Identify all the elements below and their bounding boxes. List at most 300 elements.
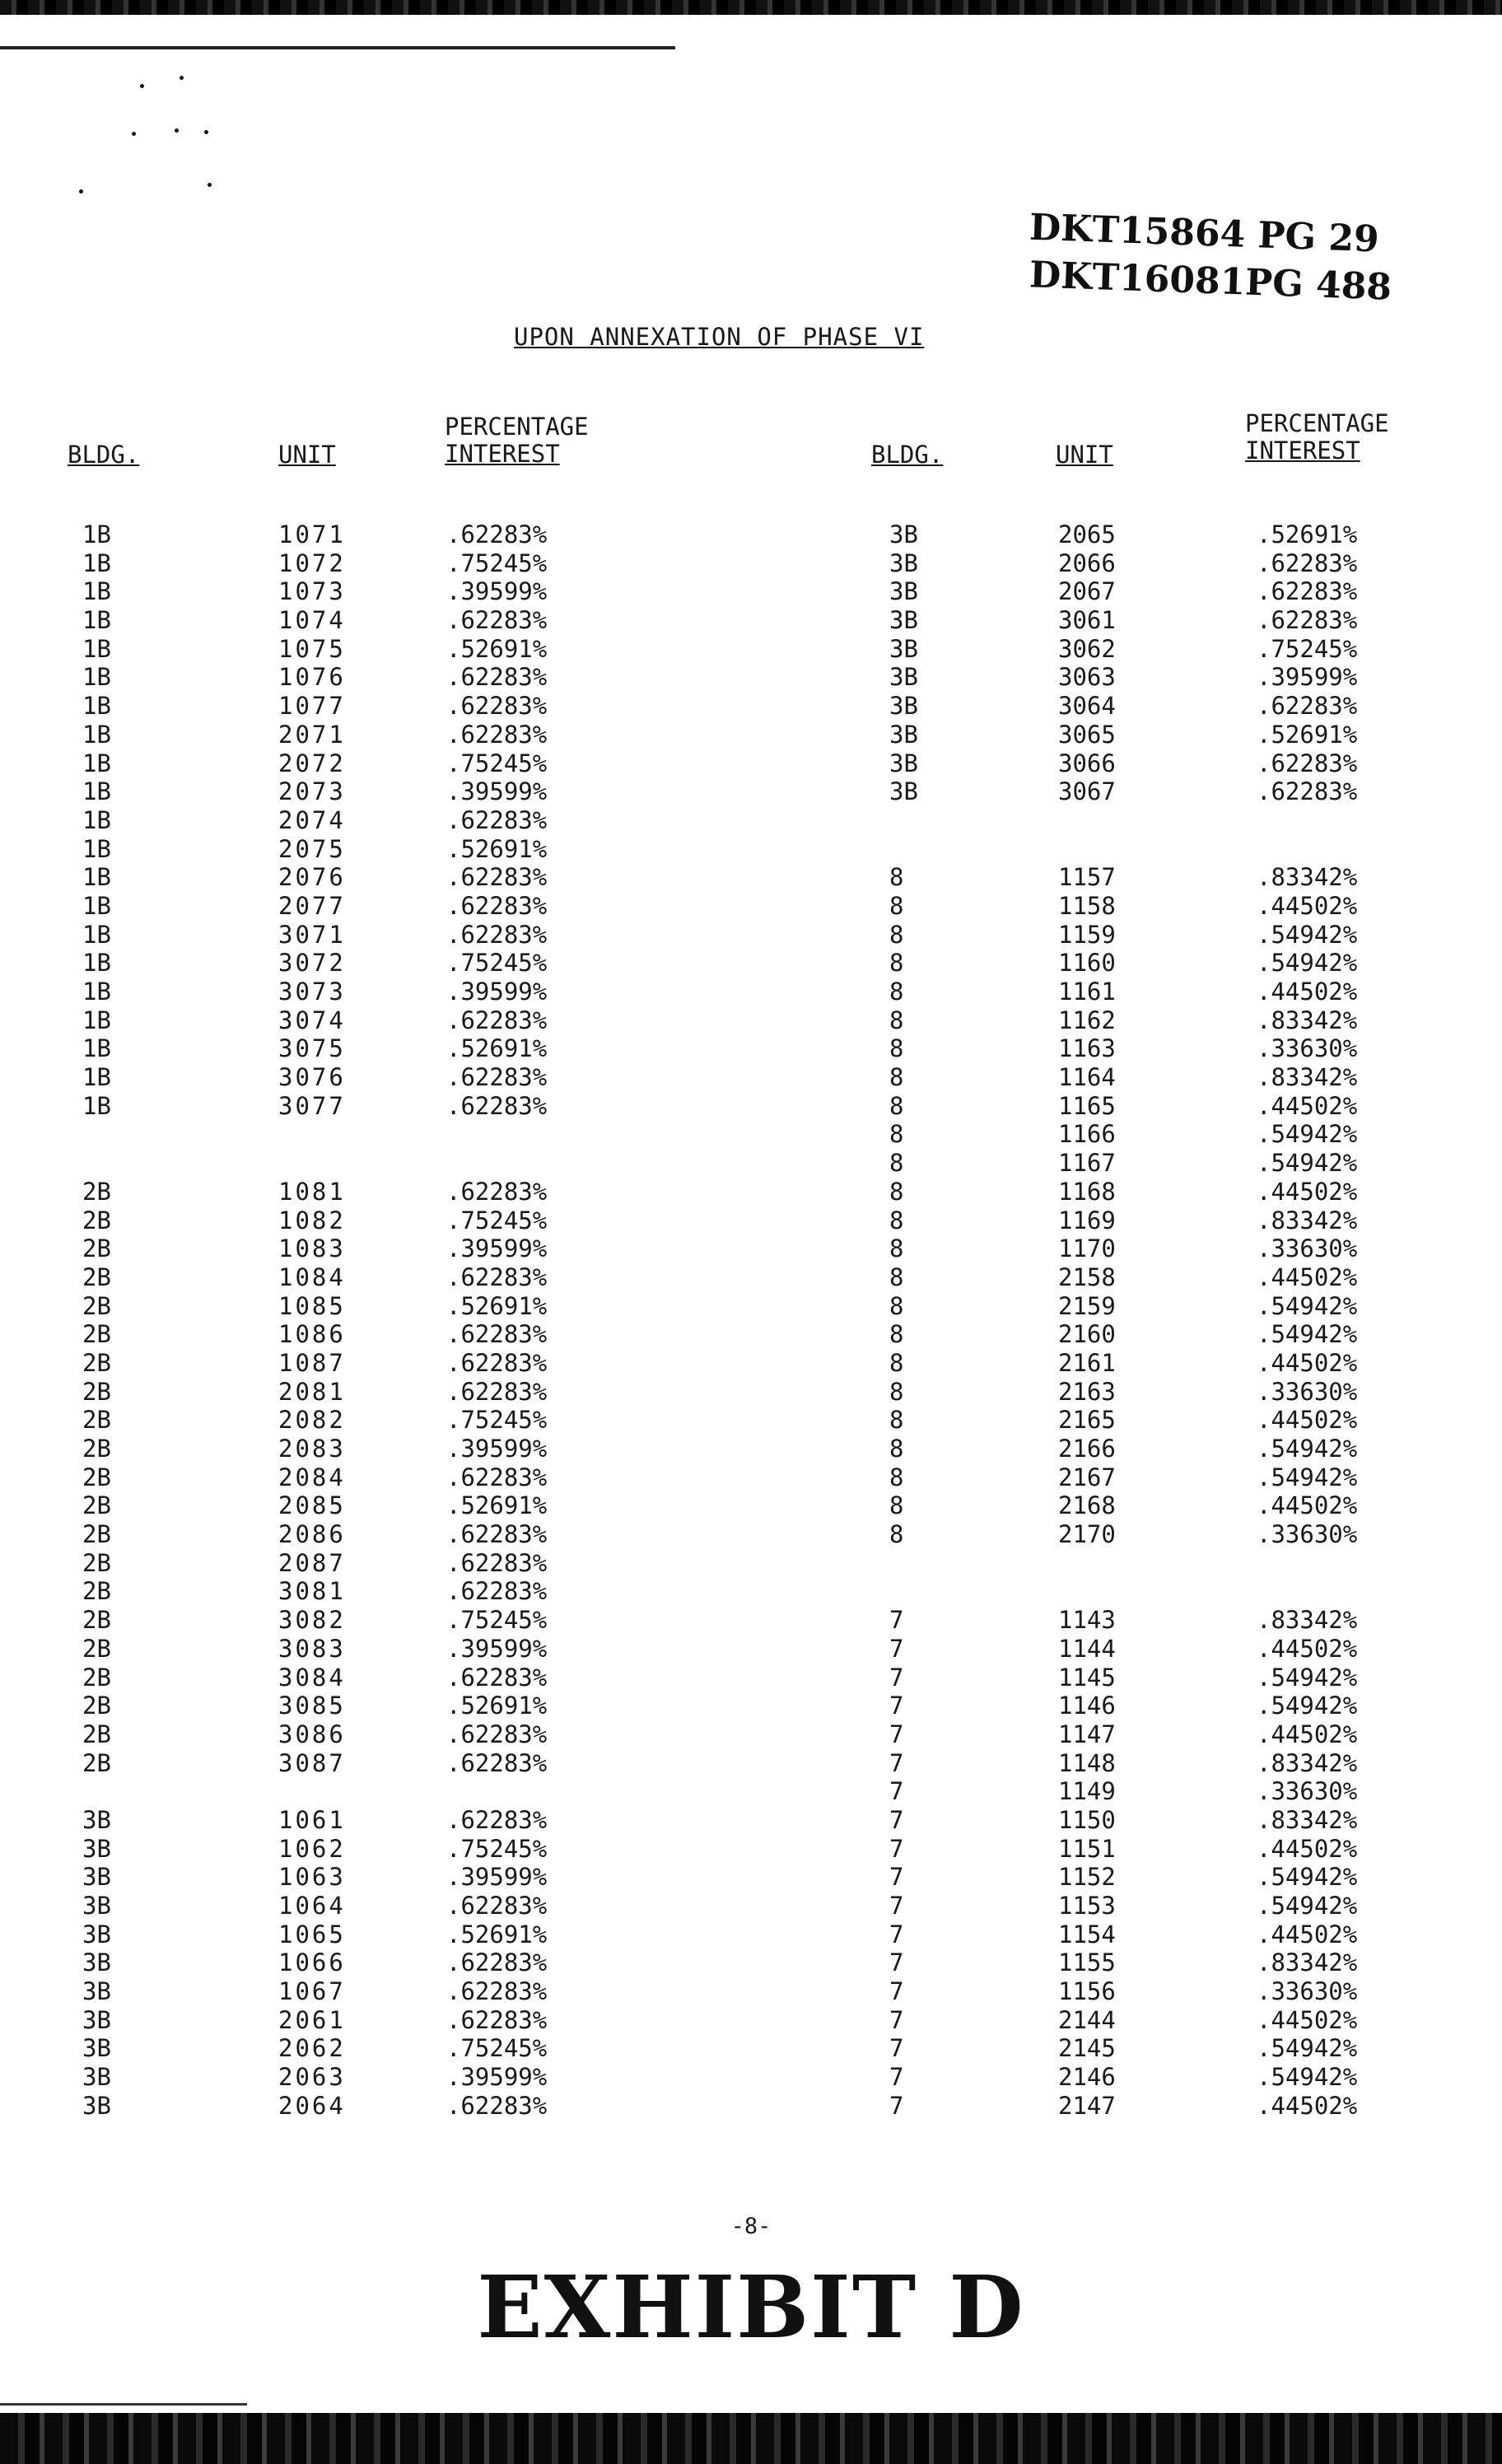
left-percentage-cell: .62283%	[446, 1377, 548, 1406]
right-percentage-cell: .33630%	[1257, 1520, 1358, 1549]
right-bldg-cell: 8	[889, 1206, 904, 1234]
left-percentage-cell: .75245%	[446, 2034, 548, 2063]
left-percentage-cell: .62283%	[446, 863, 548, 892]
table-row	[0, 2034, 1502, 2063]
left-unit-cell: 1063	[278, 1863, 346, 1892]
left-unit-cell: 2061	[278, 2005, 346, 2034]
right-unit-cell: 2160	[1058, 1320, 1116, 1349]
left-bldg-cell: 1B	[82, 1091, 111, 1120]
left-percentage-cell: .62283%	[446, 1091, 548, 1120]
left-bldg-cell: 2B	[82, 1406, 111, 1435]
left-bldg-cell: 2B	[82, 1377, 111, 1406]
left-bldg-cell: 2B	[82, 1720, 111, 1748]
right-unit-cell: 3067	[1058, 777, 1116, 806]
right-unit-cell: 1167	[1058, 1149, 1116, 1178]
table-row	[0, 1292, 1502, 1321]
left-unit-cell: 3077	[278, 1091, 346, 1120]
right-percentage-cell: .44502%	[1257, 1920, 1358, 1948]
right-bldg-cell: 8	[889, 1491, 904, 1520]
header-right-percentage-line1: PERCENTAGE	[1245, 409, 1389, 437]
left-bldg-cell: 3B	[82, 1834, 111, 1863]
left-unit-cell: 2064	[278, 2091, 346, 2120]
table-row	[0, 1520, 1502, 1549]
table-row	[0, 549, 1502, 578]
right-bldg-cell: 3B	[889, 577, 918, 606]
right-bldg-cell: 3B	[889, 663, 918, 692]
left-percentage-cell: .75245%	[446, 949, 548, 978]
left-unit-cell: 3086	[278, 1720, 346, 1748]
table-row	[0, 2006, 1502, 2035]
right-percentage-cell: .54942%	[1257, 1892, 1358, 1920]
right-percentage-cell: .75245%	[1257, 634, 1358, 663]
right-bldg-cell: 7	[889, 1634, 904, 1663]
right-bldg-cell: 8	[889, 1177, 904, 1206]
left-bldg-cell: 2B	[82, 1262, 111, 1291]
right-percentage-cell: .54942%	[1257, 1863, 1358, 1892]
left-bldg-cell: 2B	[82, 1692, 111, 1720]
header-left-percentage	[445, 413, 589, 468]
right-percentage-cell: .33630%	[1257, 1377, 1358, 1406]
left-percentage-cell: .75245%	[446, 749, 548, 777]
left-unit-cell: 2077	[278, 891, 346, 920]
left-percentage-cell: .62283%	[446, 891, 548, 920]
right-percentage-cell: .54942%	[1257, 949, 1358, 978]
left-unit-cell: 3073	[278, 978, 346, 1006]
left-unit-cell: 2081	[278, 1377, 346, 1406]
right-unit-cell: 2165	[1058, 1406, 1116, 1435]
table-row	[0, 1491, 1502, 1520]
table-row	[0, 1549, 1502, 1578]
table-row	[0, 892, 1502, 921]
right-percentage-cell: .44502%	[1257, 1634, 1358, 1663]
left-percentage-cell: .62283%	[446, 1520, 548, 1549]
right-percentage-cell: .44502%	[1257, 1406, 1358, 1435]
right-unit-cell: 1149	[1058, 1777, 1116, 1806]
table-row	[0, 2092, 1502, 2121]
left-percentage-cell: .62283%	[446, 1663, 548, 1692]
table-row	[0, 1206, 1502, 1235]
header-right-unit-text: UNIT	[1056, 441, 1113, 469]
left-unit-cell: 2086	[278, 1520, 346, 1549]
left-bldg-cell: 2B	[82, 1663, 111, 1692]
table-row	[0, 577, 1502, 606]
left-bldg-cell: 1B	[82, 634, 111, 663]
right-unit-cell: 2067	[1058, 577, 1116, 606]
right-bldg-cell: 7	[889, 1948, 904, 1977]
left-percentage-cell: .62283%	[446, 920, 548, 949]
right-unit-cell: 1144	[1058, 1634, 1116, 1663]
left-percentage-cell: .62283%	[446, 1177, 548, 1206]
right-bldg-cell: 7	[889, 1920, 904, 1948]
left-unit-cell: 1062	[278, 1834, 346, 1863]
left-percentage-cell: .62283%	[446, 1463, 548, 1491]
right-bldg-cell: 3B	[889, 777, 918, 806]
left-percentage-cell: .52691%	[446, 1491, 548, 1520]
right-bldg-cell: 8	[889, 978, 904, 1006]
right-unit-cell: 1164	[1058, 1063, 1116, 1092]
right-percentage-cell: .83342%	[1257, 1606, 1358, 1635]
left-unit-cell: 3085	[278, 1692, 346, 1720]
left-unit-cell: 1075	[278, 634, 346, 663]
left-bldg-cell: 3B	[82, 1920, 111, 1948]
left-unit-cell: 1066	[278, 1948, 346, 1977]
right-unit-cell: 1145	[1058, 1663, 1116, 1692]
table-row	[0, 949, 1502, 978]
right-percentage-cell: .44502%	[1257, 1177, 1358, 1206]
left-unit-cell: 1086	[278, 1320, 346, 1349]
right-percentage-cell: .62283%	[1257, 777, 1358, 806]
right-percentage-cell: .83342%	[1257, 1948, 1358, 1977]
left-percentage-cell: .62283%	[446, 692, 548, 721]
left-percentage-cell: .62283%	[446, 1748, 548, 1777]
table-row	[0, 1378, 1502, 1407]
left-percentage-cell: .62283%	[446, 1720, 548, 1748]
scan-edge-top	[0, 0, 1502, 15]
left-percentage-cell: .62283%	[446, 1262, 548, 1291]
right-percentage-cell: .54942%	[1257, 1320, 1358, 1349]
header-right-percentage	[1245, 410, 1389, 464]
left-bldg-cell: 1B	[82, 749, 111, 777]
right-unit-cell: 1155	[1058, 1948, 1116, 1977]
table-row	[0, 1149, 1502, 1178]
left-unit-cell: 1065	[278, 1920, 346, 1948]
right-unit-cell: 1165	[1058, 1091, 1116, 1120]
left-unit-cell: 1085	[278, 1291, 346, 1320]
left-bldg-cell: 2B	[82, 1177, 111, 1206]
left-percentage-cell: .75245%	[446, 1834, 548, 1863]
left-unit-cell: 3084	[278, 1663, 346, 1692]
table-row	[0, 721, 1502, 749]
left-unit-cell: 1073	[278, 577, 346, 606]
right-unit-cell: 3062	[1058, 634, 1116, 663]
left-percentage-cell: .39599%	[446, 1863, 548, 1892]
table-row	[0, 1320, 1502, 1349]
table-row	[0, 1863, 1502, 1892]
table-row	[0, 978, 1502, 1006]
scan-speck	[208, 183, 212, 187]
left-bldg-cell: 2B	[82, 1463, 111, 1491]
right-percentage-cell: .44502%	[1257, 1262, 1358, 1291]
right-unit-cell: 2168	[1058, 1491, 1116, 1520]
left-unit-cell: 3076	[278, 1063, 346, 1092]
right-percentage-cell: .62283%	[1257, 577, 1358, 606]
right-bldg-cell: 8	[889, 1291, 904, 1320]
document-title: UPON ANNEXATION OF PHASE VI	[514, 323, 925, 351]
right-bldg-cell: 8	[889, 1406, 904, 1435]
table-row	[0, 1920, 1502, 1949]
left-bldg-cell: 2B	[82, 1206, 111, 1234]
scan-speck	[204, 130, 208, 134]
right-percentage-cell: .33630%	[1257, 1234, 1358, 1263]
table-row	[0, 921, 1502, 950]
right-unit-cell: 1160	[1058, 949, 1116, 978]
right-unit-cell: 2167	[1058, 1463, 1116, 1491]
table-row	[0, 1463, 1502, 1492]
left-bldg-cell: 3B	[82, 2034, 111, 2063]
left-percentage-cell: .52691%	[446, 634, 548, 663]
right-unit-cell: 1169	[1058, 1206, 1116, 1234]
header-left-bldg-text: BLDG.	[68, 441, 140, 469]
table-row	[0, 1234, 1502, 1263]
left-bldg-cell: 1B	[82, 720, 111, 749]
right-bldg-cell: 7	[889, 1606, 904, 1635]
right-unit-cell: 1151	[1058, 1834, 1116, 1863]
right-percentage-cell: .54942%	[1257, 1120, 1358, 1149]
table-row	[0, 749, 1502, 778]
table-row	[0, 1749, 1502, 1778]
right-unit-cell: 3066	[1058, 749, 1116, 777]
left-unit-cell: 1076	[278, 663, 346, 692]
right-bldg-cell: 7	[889, 2063, 904, 2092]
exhibit-label: EXHIBIT D	[477, 2256, 1025, 2358]
table-row	[0, 1892, 1502, 1920]
right-percentage-cell: .44502%	[1257, 891, 1358, 920]
left-bldg-cell: 3B	[82, 1977, 111, 2006]
right-percentage-cell: .44502%	[1257, 1834, 1358, 1863]
table-row	[0, 1835, 1502, 1864]
right-unit-cell: 2147	[1058, 2091, 1116, 2120]
left-percentage-cell: .75245%	[446, 1606, 548, 1635]
left-percentage-cell: .62283%	[446, 520, 548, 548]
left-percentage-cell: .39599%	[446, 2063, 548, 2092]
right-unit-cell: 1148	[1058, 1748, 1116, 1777]
right-unit-cell: 1158	[1058, 891, 1116, 920]
left-unit-cell: 2085	[278, 1491, 346, 1520]
left-percentage-cell: .62283%	[446, 606, 548, 635]
table-row	[0, 1664, 1502, 1692]
left-percentage-cell: .39599%	[446, 1435, 548, 1463]
left-percentage-cell: .62283%	[446, 1006, 548, 1034]
right-bldg-cell: 8	[889, 863, 904, 892]
left-bldg-cell: 1B	[82, 577, 111, 606]
table-row	[0, 1720, 1502, 1749]
left-unit-cell: 2075	[278, 834, 346, 863]
left-bldg-cell: 2B	[82, 1634, 111, 1663]
left-percentage-cell: .75245%	[446, 1406, 548, 1435]
right-unit-cell: 2146	[1058, 2063, 1116, 2092]
left-bldg-cell: 1B	[82, 805, 111, 834]
table-row	[0, 1777, 1502, 1806]
left-unit-cell: 2083	[278, 1435, 346, 1463]
left-percentage-cell: .39599%	[446, 577, 548, 606]
scan-speck	[140, 84, 144, 88]
left-percentage-cell: .52691%	[446, 834, 548, 863]
header-left-percentage-line2: INTEREST	[445, 440, 560, 468]
left-bldg-cell: 1B	[82, 663, 111, 692]
right-unit-cell: 1150	[1058, 1805, 1116, 1834]
left-unit-cell: 1084	[278, 1262, 346, 1291]
left-unit-cell: 3081	[278, 1577, 346, 1606]
left-bldg-cell: 2B	[82, 1548, 111, 1577]
right-unit-cell: 1147	[1058, 1720, 1116, 1748]
right-unit-cell: 2161	[1058, 1348, 1116, 1377]
table-row	[0, 777, 1502, 806]
left-percentage-cell: .39599%	[446, 1234, 548, 1263]
right-percentage-cell: .44502%	[1257, 1720, 1358, 1748]
left-percentage-cell: .52691%	[446, 1692, 548, 1720]
right-bldg-cell: 7	[889, 2091, 904, 2120]
right-unit-cell: 1153	[1058, 1892, 1116, 1920]
left-bldg-cell: 3B	[82, 2005, 111, 2034]
table-row	[0, 692, 1502, 721]
right-percentage-cell: .54942%	[1257, 1291, 1358, 1320]
left-bldg-cell: 2B	[82, 1606, 111, 1635]
left-bldg-cell: 2B	[82, 1234, 111, 1263]
recording-stamp-line-2: DKT16081PG 488	[1029, 254, 1392, 309]
left-unit-cell: 1077	[278, 692, 346, 721]
left-unit-cell: 3072	[278, 949, 346, 978]
left-percentage-cell: .52691%	[446, 1291, 548, 1320]
header-left-unit	[278, 441, 336, 469]
left-bldg-cell: 1B	[82, 949, 111, 978]
right-percentage-cell: .54942%	[1257, 1149, 1358, 1178]
right-unit-cell: 1161	[1058, 978, 1116, 1006]
left-bldg-cell: 3B	[82, 2091, 111, 2120]
right-percentage-cell: .62283%	[1257, 749, 1358, 777]
left-bldg-cell: 2B	[82, 1520, 111, 1549]
right-unit-cell: 1143	[1058, 1606, 1116, 1635]
left-bldg-cell: 1B	[82, 606, 111, 635]
left-bldg-cell: 1B	[82, 520, 111, 548]
right-bldg-cell: 8	[889, 1091, 904, 1120]
left-percentage-cell: .62283%	[446, 1805, 548, 1834]
right-unit-cell: 1166	[1058, 1120, 1116, 1149]
right-unit-cell: 2159	[1058, 1291, 1116, 1320]
right-unit-cell: 1157	[1058, 863, 1116, 892]
right-bldg-cell: 8	[889, 1262, 904, 1291]
right-percentage-cell: .44502%	[1257, 1348, 1358, 1377]
table-row	[0, 520, 1502, 549]
right-bldg-cell: 7	[889, 1748, 904, 1777]
right-percentage-cell: .83342%	[1257, 863, 1358, 892]
scan-rule-top	[0, 46, 675, 49]
right-unit-cell: 1152	[1058, 1863, 1116, 1892]
right-percentage-cell: .54942%	[1257, 1463, 1358, 1491]
left-unit-cell: 2063	[278, 2063, 346, 2092]
right-bldg-cell: 8	[889, 1063, 904, 1092]
right-bldg-cell: 7	[889, 1977, 904, 2006]
left-bldg-cell: 1B	[82, 1063, 111, 1092]
table-row	[0, 1435, 1502, 1463]
right-bldg-cell: 7	[889, 1692, 904, 1720]
scan-speck	[180, 76, 184, 80]
left-bldg-cell: 2B	[82, 1491, 111, 1520]
left-bldg-cell: 2B	[82, 1291, 111, 1320]
right-unit-cell: 1159	[1058, 920, 1116, 949]
right-bldg-cell: 3B	[889, 606, 918, 635]
right-unit-cell: 2163	[1058, 1377, 1116, 1406]
right-bldg-cell: 8	[889, 949, 904, 978]
table-row	[0, 635, 1502, 664]
left-unit-cell: 2082	[278, 1406, 346, 1435]
left-percentage-cell: .62283%	[446, 1948, 548, 1977]
table-row	[0, 1406, 1502, 1435]
right-percentage-cell: .83342%	[1257, 1805, 1358, 1834]
left-percentage-cell: .62283%	[446, 1577, 548, 1606]
right-unit-cell: 3064	[1058, 692, 1116, 721]
right-bldg-cell: 8	[889, 1149, 904, 1178]
right-bldg-cell: 7	[889, 1663, 904, 1692]
left-unit-cell: 2073	[278, 777, 346, 806]
right-percentage-cell: .62283%	[1257, 692, 1358, 721]
right-percentage-cell: .54942%	[1257, 1692, 1358, 1720]
right-bldg-cell: 8	[889, 1120, 904, 1149]
left-unit-cell: 1064	[278, 1892, 346, 1920]
header-left-bldg	[68, 441, 139, 469]
left-unit-cell: 2087	[278, 1548, 346, 1577]
right-bldg-cell: 3B	[889, 692, 918, 721]
left-percentage-cell: .62283%	[446, 1348, 548, 1377]
table-row	[0, 1577, 1502, 1606]
right-percentage-cell: .44502%	[1257, 2005, 1358, 2034]
header-left-percentage-line1: PERCENTAGE	[445, 413, 589, 441]
right-percentage-cell: .33630%	[1257, 1777, 1358, 1806]
right-unit-cell: 2144	[1058, 2005, 1116, 2034]
right-bldg-cell: 8	[889, 1320, 904, 1349]
left-percentage-cell: .39599%	[446, 777, 548, 806]
left-percentage-cell: .62283%	[446, 805, 548, 834]
right-bldg-cell: 7	[889, 1834, 904, 1863]
left-percentage-cell: .52691%	[446, 1920, 548, 1948]
left-unit-cell: 2072	[278, 749, 346, 777]
table-row	[0, 1806, 1502, 1835]
left-bldg-cell: 1B	[82, 1034, 111, 1063]
right-bldg-cell: 8	[889, 1348, 904, 1377]
right-percentage-cell: .33630%	[1257, 1977, 1358, 2006]
right-bldg-cell: 3B	[889, 520, 918, 548]
right-percentage-cell: .44502%	[1257, 1091, 1358, 1120]
right-percentage-cell: .44502%	[1257, 1491, 1358, 1520]
right-percentage-cell: .62283%	[1257, 606, 1358, 635]
right-unit-cell: 2066	[1058, 548, 1116, 577]
left-unit-cell: 3083	[278, 1634, 346, 1663]
right-percentage-cell: .83342%	[1257, 1006, 1358, 1034]
right-bldg-cell: 8	[889, 1435, 904, 1463]
left-bldg-cell: 3B	[82, 1805, 111, 1834]
right-bldg-cell: 7	[889, 2034, 904, 2063]
left-percentage-cell: .62283%	[446, 2005, 548, 2034]
left-unit-cell: 1067	[278, 1977, 346, 2006]
table-row	[0, 806, 1502, 835]
right-percentage-cell: .52691%	[1257, 520, 1358, 548]
right-bldg-cell: 3B	[889, 634, 918, 663]
right-percentage-cell: .44502%	[1257, 978, 1358, 1006]
left-bldg-cell: 1B	[82, 692, 111, 721]
right-unit-cell: 2166	[1058, 1435, 1116, 1463]
right-unit-cell: 2145	[1058, 2034, 1116, 2063]
right-percentage-cell: .54942%	[1257, 920, 1358, 949]
table-row	[0, 1606, 1502, 1635]
left-percentage-cell: .39599%	[446, 1634, 548, 1663]
right-bldg-cell: 3B	[889, 749, 918, 777]
right-unit-cell: 3061	[1058, 606, 1116, 635]
recording-stamp-line-1: DKT15864 PG 29	[1029, 206, 1380, 261]
left-unit-cell: 1087	[278, 1348, 346, 1377]
table-row	[0, 1977, 1502, 2006]
right-unit-cell: 2170	[1058, 1520, 1116, 1549]
left-percentage-cell: .62283%	[446, 2091, 548, 2120]
right-bldg-cell: 7	[889, 1805, 904, 1834]
left-percentage-cell: .52691%	[446, 1034, 548, 1063]
left-bldg-cell: 3B	[82, 1892, 111, 1920]
right-bldg-cell: 8	[889, 1006, 904, 1034]
right-bldg-cell: 7	[889, 1863, 904, 1892]
header-right-unit	[1056, 441, 1113, 469]
left-unit-cell: 1081	[278, 1177, 346, 1206]
right-percentage-cell: .52691%	[1257, 720, 1358, 749]
table-row	[0, 663, 1502, 692]
left-unit-cell: 3074	[278, 1006, 346, 1034]
